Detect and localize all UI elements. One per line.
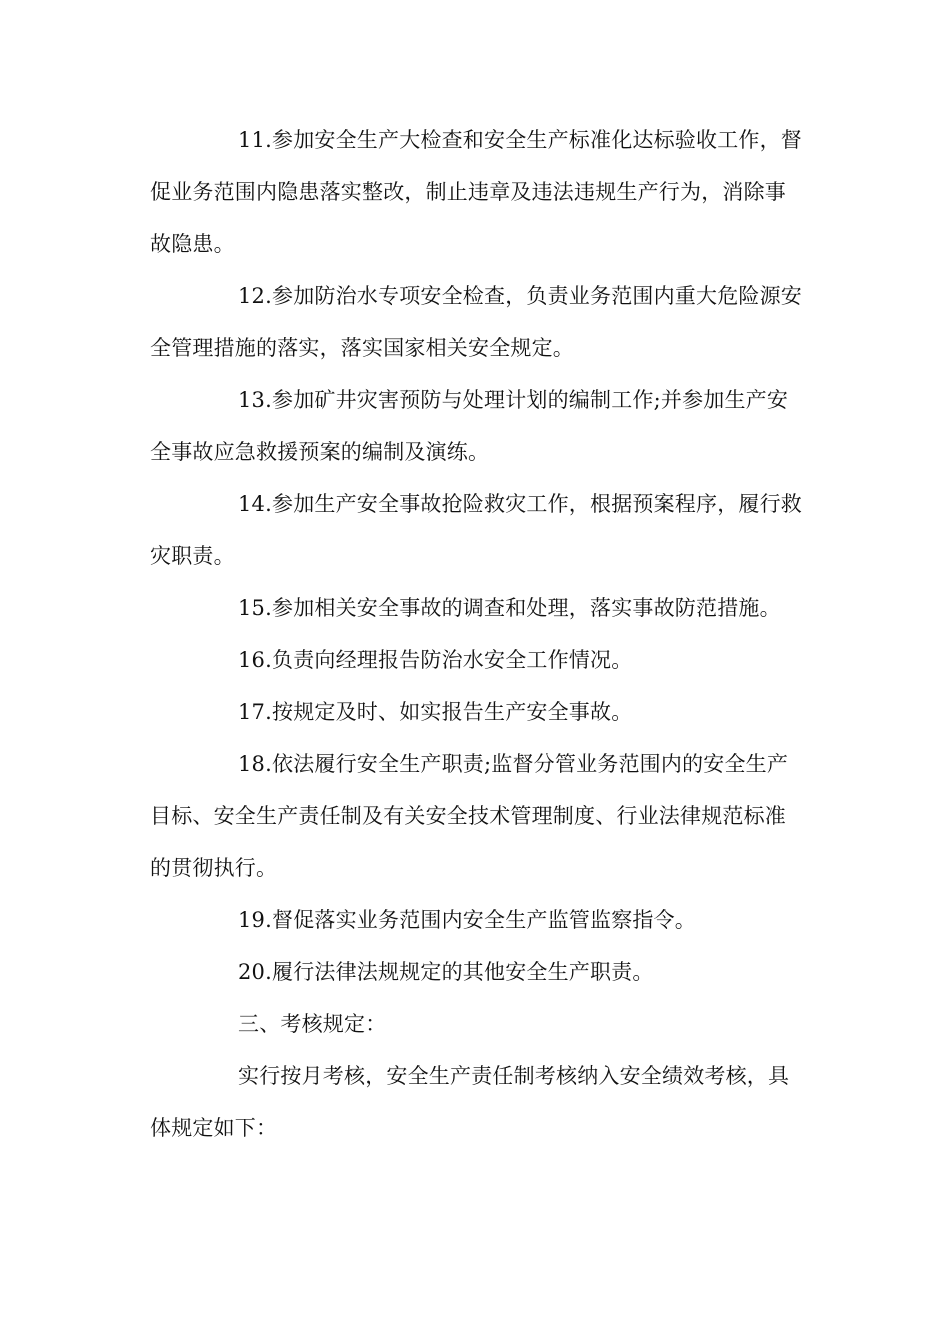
section-heading-assessment: 三、考核规定： bbox=[238, 1012, 387, 1036]
paragraph-item-13: 13.参加矿井灾害预防与处理计划的编制工作;并参加生产安全事故应急救援预案的编制及演练。 bbox=[150, 388, 789, 464]
paragraph-item-17: 17.按规定及时、如实报告生产安全事故。 bbox=[238, 700, 633, 724]
document-body bbox=[150, 114, 802, 1154]
paragraph-item-14: 14.参加生产安全事故抢险救灾工作，根据预案程序，履行救灾职责。 bbox=[150, 492, 802, 568]
paragraph-item-16: 16.负责向经理报告防治水安全工作情况。 bbox=[238, 648, 633, 672]
paragraph-item-15: 15.参加相关安全事故的调查和处理，落实事故防范措施。 bbox=[238, 596, 781, 620]
paragraph-assessment-intro: 实行按月考核，安全生产责任制考核纳入安全绩效考核，具体规定如下： bbox=[150, 1064, 790, 1140]
paragraph-item-20: 20.履行法律法规规定的其他安全生产职责。 bbox=[238, 960, 654, 984]
paragraph-item-11: 11.参加安全生产大检查和安全生产标准化达标验收工作，督促业务范围内隐患落实整改，制止违章及违法违规生产行为，消除事故隐患。 bbox=[150, 128, 802, 256]
paragraph-item-12: 12.参加防治水专项安全检查，负责业务范围内重大危险源安全管理措施的落实，落实国家相关安全规定。 bbox=[150, 284, 802, 360]
paragraph-item-18: 18.依法履行安全生产职责;监督分管业务范围内的安全生产目标、安全生产责任制及有关安全技术管理制度、行业法律规范标准的贯彻执行。 bbox=[150, 752, 789, 880]
paragraph-item-19: 19.督促落实业务范围内安全生产监管监察指令。 bbox=[238, 908, 696, 932]
